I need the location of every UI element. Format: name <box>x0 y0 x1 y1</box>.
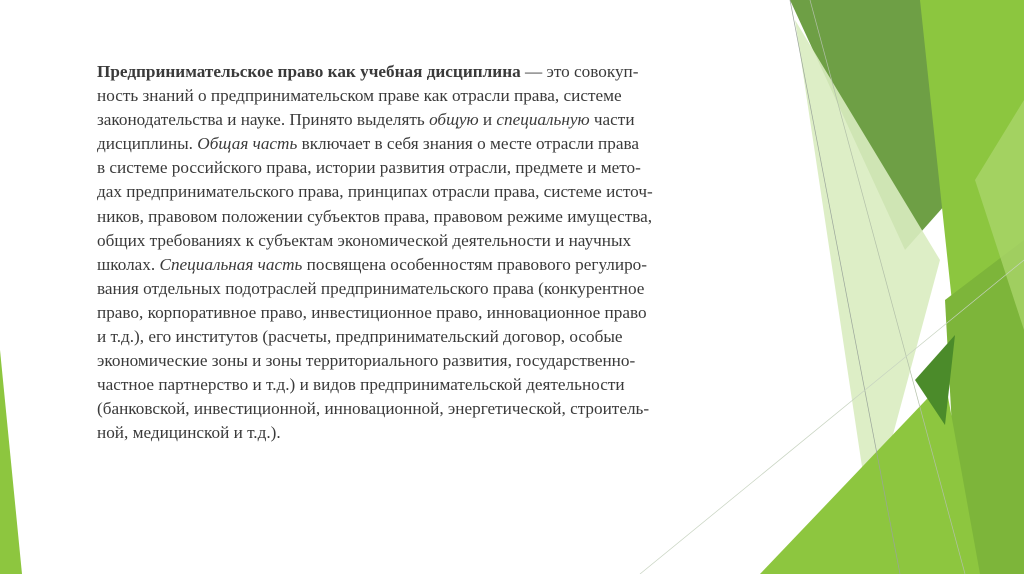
line-3-text: законодательства и науке. Принято выделять <box>97 110 425 130</box>
parts-tail: части <box>589 110 635 130</box>
text-line-7: ников, правовом положении субъектов права, правовом режиме имущества, <box>97 206 653 226</box>
text-line-16: ной, медицинской и т.д.). <box>97 423 281 443</box>
text-line-13: экономические зоны и зоны территориального развития, государственно- <box>97 351 636 371</box>
term-entrepreneurial-law-discipline: Предпринимательское право как учебная дисциплина <box>97 62 521 81</box>
text-line-5: в системе российского права, истории развития отрасли, предмете и мето- <box>97 158 641 178</box>
slide-body-text <box>97 60 759 446</box>
text-line-3 <box>97 108 759 132</box>
text-line-2: ность знаний о предпринимательском праве как отрасли права, системе <box>97 86 622 106</box>
text-line-9 <box>97 253 759 277</box>
line-1-tail: это совокуп- <box>546 62 639 81</box>
line-4-text: дисциплины. <box>97 134 193 154</box>
term-general-part: Общая часть <box>197 134 298 154</box>
left-green-strip <box>0 350 22 574</box>
term-special: специальную <box>496 110 590 130</box>
general-part-tail: включает в себя знания о месте отрасли права <box>297 134 639 154</box>
text-line-11: право, корпоративное право, инвестиционное право, инновационное право <box>97 302 647 322</box>
term-general: общую <box>429 110 479 130</box>
special-part-tail: посвящена особенностям правового регулиро- <box>302 254 647 274</box>
text-line-15: (банковской, инвестиционной, инновационной, энергетической, строитель- <box>97 399 650 419</box>
text-line-12: и т.д.), его институтов (расчеты, предпринимательский договор, особые <box>97 327 623 347</box>
text-line-6: дах предпринимательского права, принципах отрасли права, системе источ- <box>97 182 653 202</box>
text-line-8: общих требованиях к субъектам экономической деятельности и научных <box>97 230 632 250</box>
dash: — <box>520 62 547 81</box>
line-9-text: школах. <box>97 254 156 274</box>
text-line-14: частное партнерство и т.д.) и видов предпринимательской деятельности <box>97 375 625 395</box>
and: и <box>478 110 497 130</box>
text-line-4 <box>97 132 759 156</box>
term-special-part: Специальная часть <box>159 254 303 274</box>
text-line-1 <box>97 60 759 84</box>
text-line-10: вания отдельных подотраслей предпринимательского права (конкурентное <box>97 278 645 298</box>
